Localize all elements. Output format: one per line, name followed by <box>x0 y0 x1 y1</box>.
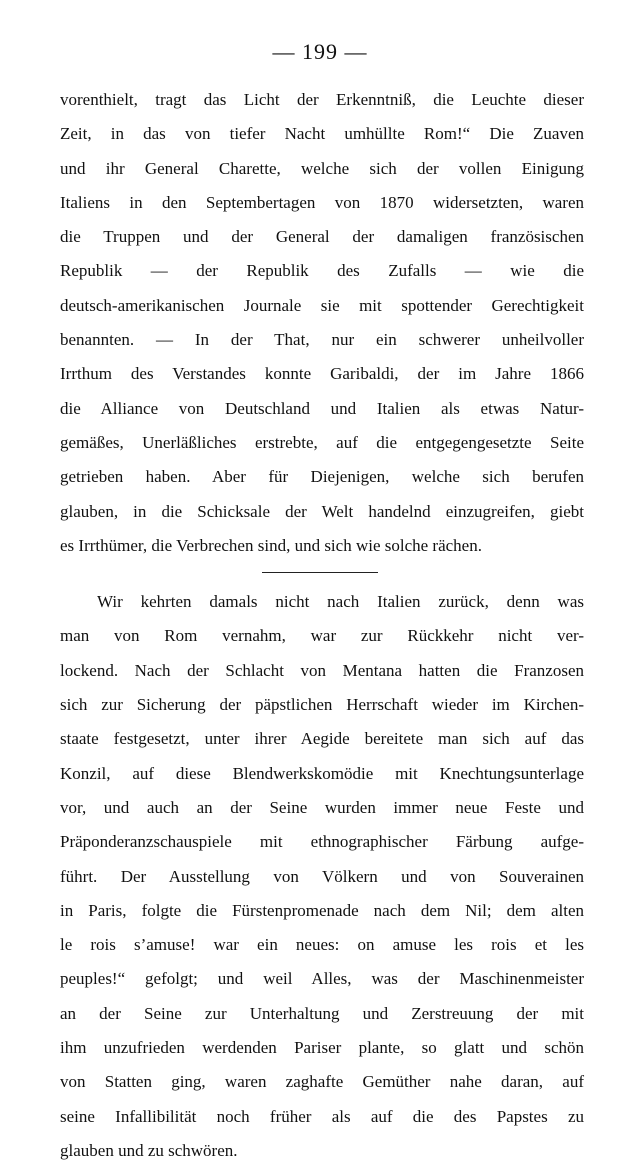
section-divider <box>262 572 378 573</box>
text-line: und ihr General Charette, welche sich der vollen Einigung <box>60 158 584 178</box>
text-line: es Irrthümer, die Verbrechen sind, und sich wie solche rächen. <box>60 535 482 555</box>
text-line: Präponderanzschauspiele mit ethnographischer Färbung aufge- <box>60 832 584 852</box>
text-line: Wir kehrten damals nicht nach Italien zurück, denn was <box>97 592 584 612</box>
text-line: getrieben haben. Aber für Diejenigen, welche sich berufen <box>60 467 584 487</box>
text-line: an der Seine zur Unterhaltung und Zerstreuung der mit <box>60 1003 584 1023</box>
text-line: die Alliance von Deutschland und Italien als etwas Natur- <box>60 398 584 418</box>
text-line: lockend. Nach der Schlacht von Mentana hatten die Franzosen <box>60 660 584 680</box>
text-line: Italiens in den Septembertagen von 1870 widersetzten, waren <box>60 192 584 212</box>
text-line: staate festgesetzt, unter ihrer Aegide bereitete man sich auf das <box>60 729 584 749</box>
paragraph-2 <box>60 585 584 1168</box>
text-line: führt. Der Ausstellung von Völkern und von Souverainen <box>60 866 584 886</box>
text-line: le rois s’amuse! war ein neues: on amuse les rois et les <box>60 935 584 955</box>
text-line: seine Infallibilität noch früher als auf die des Papstes zu <box>60 1106 584 1126</box>
text-line: Zeit, in das von tiefer Nacht umhüllte Rom!“ Die Zuaven <box>60 124 584 144</box>
paragraph-1 <box>60 83 584 563</box>
text-line: glauben und zu schwören. <box>60 1140 238 1160</box>
text-line: man von Rom vernahm, war zur Rückkehr nicht ver- <box>60 626 584 646</box>
page-number: — 199 — <box>272 39 368 64</box>
text-line: ihm unzufrieden werdenden Pariser plante, so glatt und schön <box>60 1038 584 1058</box>
text-line: Republik — der Republik des Zufalls — wie die <box>60 261 584 281</box>
text-line: glauben, in die Schicksale der Welt handelnd einzugreifen, giebt <box>60 501 584 521</box>
text-line: von Statten ging, waren zaghafte Gemüther nahe daran, auf <box>60 1072 584 1092</box>
text-line: die Truppen und der General der damaligen französischen <box>60 227 584 247</box>
text-line: sich zur Sicherung der päpstlichen Herrschaft wieder im Kirchen- <box>60 695 584 715</box>
text-line: gemäßes, Unerläßliches erstrebte, auf die entgegengesetzte Seite <box>60 432 584 452</box>
text-line: benannten. — In der That, nur ein schwerer unheilvoller <box>60 330 584 350</box>
text-line: Irrthum des Verstandes konnte Garibaldi, der im Jahre 1866 <box>60 364 584 384</box>
text-line: Konzil, auf diese Blendwerkskomödie mit Knechtungsunterlage <box>60 763 584 783</box>
text-line: vorenthielt, tragt das Licht der Erkenntniß, die Leuchte dieser <box>60 90 584 109</box>
text-line: peuples!“ gefolgt; und weil Alles, was der Maschinenmeister <box>60 969 584 989</box>
text-line: in Paris, folgte die Fürstenpromenade nach dem Nil; dem alten <box>60 900 584 920</box>
text-line: vor, und auch an der Seine wurden immer neue Feste und <box>60 797 584 817</box>
text-line: deutsch-amerikanischen Journale sie mit spottender Gerechtigkeit <box>60 295 584 315</box>
